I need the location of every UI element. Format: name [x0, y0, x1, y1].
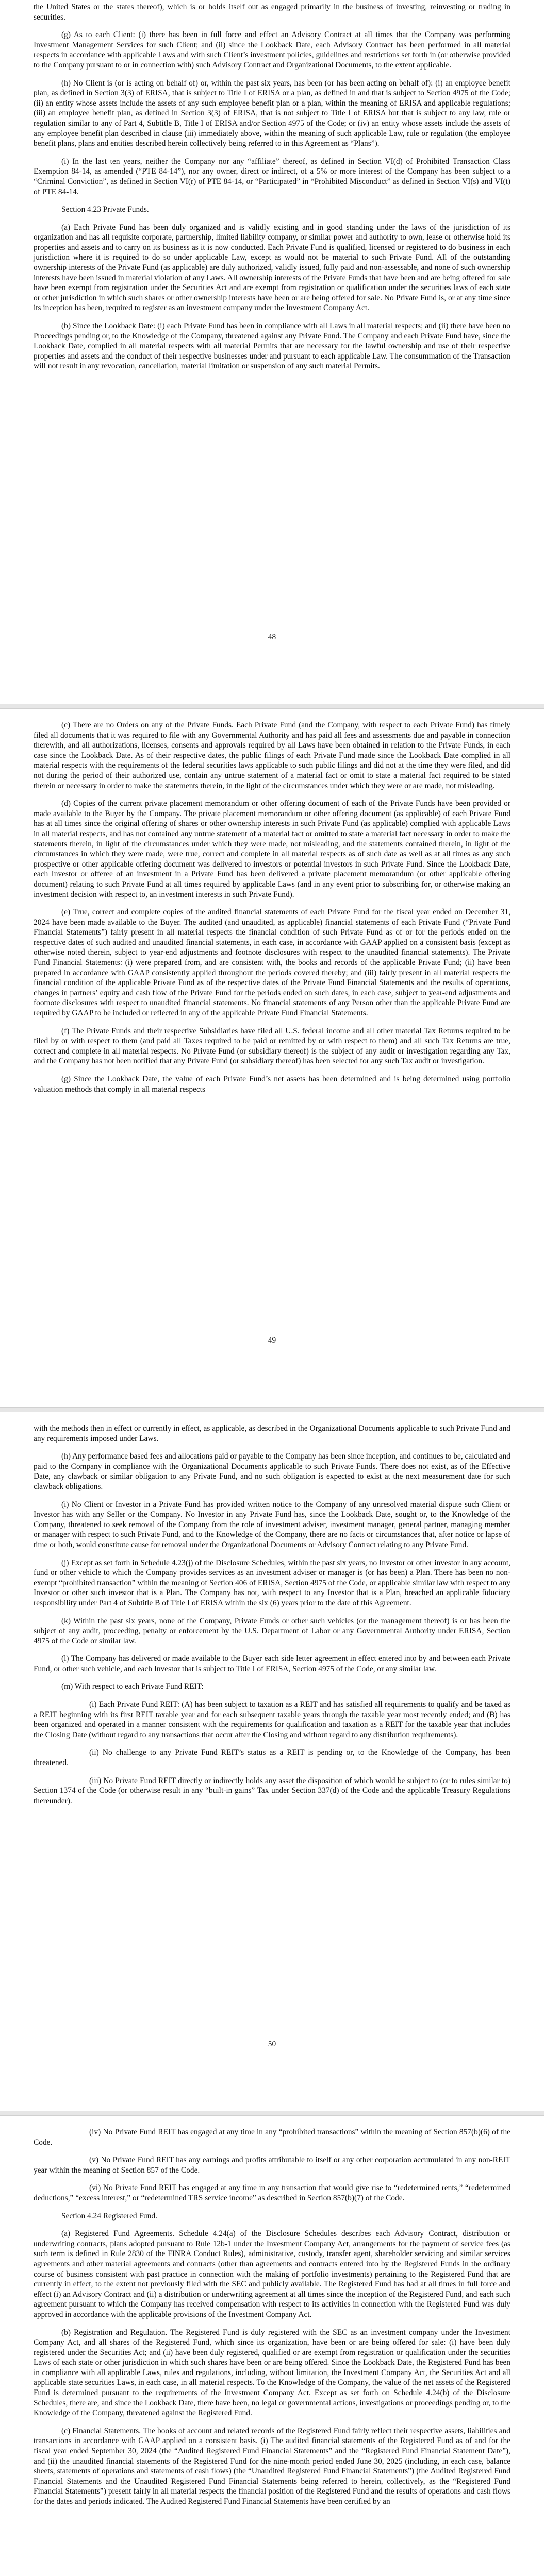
paragraph: (d) Copies of the current private placement memorandum or other offering document of each of the Private Funds have been provided or made available to the Buyer by the Company. The private placement memorandum or other offering document (as applicable) of each Private Fund has at all times since the original offering of shares or other ownership interests in such Private Fund (as applicable) complied with applicable Laws in all material respects, and has not contained any untrue statement of a material fact or omitted to state a material fact necessary in order to make the statements therein, in light of the circumstances under which they were made, not misleading, and the statements contained therein, in light of the circumstances in which they were made, were true, correct and complete in all material respects as of such date as well as at all times as any such prospective or other applicable offering document was delivered to investors or potential investors in such Private Fund. Since the Lookback Date, each Investor or offeree of an investment in a Private Fund has been delivered a private placement memorandum (or other applicable offering document) relating to such Private Fund at all times required by applicable Laws (and in any event prior to subscribing for, or otherwise making an investment decision with respect to, an investment interests in such Private Fund).: [34, 799, 510, 899]
paragraph: (j) Except as set forth in Schedule 4.23(j) of the Disclosure Schedules, within the past six years, no Investor or other investor in any account, fund or other vehicle to which the Company provides services as an investment adviser or manager is (or has been) a Plan. There has been no non-exempt “prohibited transaction” within the meaning of Section 406 of ERISA, Section 4975 of the Code, or applicable similar law with respect to any Investor or other such investor that is a Plan. The Company has not, with respect to any Investor that is a Plan, breached an applicable fiduciary responsibility under Part 4 of Subtitle B of Title I of ERISA within the six (6) years prior to the date of this Agreement.: [34, 1558, 510, 1607]
section-heading: Section 4.24 Registered Fund.: [61, 2211, 157, 2221]
paragraph: (a) Each Private Fund has been duly organized and is validly existing and in good standing under the laws of the jurisdiction of its organization and has all requisite corporate, partnership, limited liability company, or similar power and authority to own, lease or otherwise hold its properties and assets and to carry on its business as it is now conducted. Each Private Fund is qualified, licensed or registered to do business in each jurisdiction where it is required to do so under applicable Law, except as would not be material to such Private Fund. All of the outstanding ownership interests of the Private Fund (as applicable) are duly authorized, validly issued, fully paid and non-assessable, and none of such ownership interests have been issued in material violation of any Laws. All ownership interests of the Private Funds that have been and are being offered for sale have been exempt from registration under the Securities Act and are exempt from registration or qualification under the securities laws of each state or other jurisdiction in which such shares or other ownership interests have been or are being offered for sale. No Private Fund is, or at any time since its inception has been, required to register as an investment company under the Investment Company Act.: [34, 223, 510, 313]
page-separator: [0, 704, 544, 709]
paragraph: (h) Any performance based fees and allocations paid or payable to the Company has been since inception, and continues to be, calculated and paid to the Company in compliance with the Organizational Documents applicable to such Private Funds. There does not exist, as of the Effective Date, any clawback or similar obligation to any Private Fund, and no such obligation is expected to exist at the next measurement date for such clawback obligations.: [34, 1452, 510, 1491]
page-50: [34, 1423, 510, 1814]
page-separator: [0, 1407, 544, 1412]
paragraph: (i) Each Private Fund REIT: (A) has been subject to taxation as a REIT and has satisfied all requirements to qualify and be taxed as a REIT beginning with its first REIT taxable year and for each subsequent taxable years through the taxable year most recently ended; and (B) has been organized and operated in a manner consistent with the requirements for qualification and taxation as a REIT for the taxable year that includes the Closing Date (without regard to any transactions that occur after the Closing and without regard to any distribution requirements).: [34, 1700, 510, 1739]
paragraph: (ii) No challenge to any Private Fund REIT’s status as a REIT is pending or, to the Knowledge of the Company, has been threatened.: [34, 1748, 510, 1768]
paragraph: (b) Since the Lookback Date: (i) each Private Fund has been in compliance with all Laws in all material respects; and (ii) there have been no Proceedings pending or, to the Knowledge of the Company, threatened against any Private Fund. The Company and each Private Fund have, since the Lookback Date, complied in all material respects with all material Permits that are necessary for the lawful ownership and use of their respective properties and assets and the conduct of their respective businesses under and pursuant to each applicable Law. The consummation of the Transaction will not result in any revocation, cancellation, material limitation or suspension of any such material Permits.: [34, 321, 510, 371]
paragraph: (c) There are no Orders on any of the Private Funds. Each Private Fund (and the Company, with respect to each Private Fund) has timely filed all documents that it was required to file with any Governmental Authority and has paid all fees and assessments due and payable in connection therewith, and all authorizations, licenses, consents and approvals required by all Laws have been obtained in relation to the Private Funds, in each case since the Lookback Date. As of their respective dates, the public filings of each Private Fund made since the Lookback Date complied in all material respects with the requirements of the federal securities laws applicable to such public filings and did not at the time they were filed, and did not during the period of their authorized use, contain any untrue statement of a material fact or omit to state a material fact required to be stated therein or necessary in order to make the statements therein, in the light of the circumstances under which they were or are made, not misleading.: [34, 721, 510, 790]
section-heading: Section 4.23 Private Funds.: [61, 205, 149, 214]
paragraph: (m) With respect to each Private Fund REIT:: [61, 1682, 204, 1691]
paragraph: (l) The Company has delivered or made available to the Buyer each side letter agreement in effect entered into by and between each Private Fund, or other such vehicle, and each Investor that is subject to Title I of ERISA, Section 4975 of the Code, or any similar law.: [34, 1654, 510, 1673]
paragraph: (h) No Client is (or is acting on behalf of) or, within the past six years, has been (or has been acting on behalf of): (i) an employee benefit plan, as defined in Section 3(3) of ERISA, that is subject to Title I of ERISA or a plan, as defined in and that is subject to Section 4975 of the Code; (ii) an entity whose assets include the assets of any such employee benefit plan or a plan, within the meaning of ERISA and applicable regulations; (iii) an employee benefit plan, as defined in Section 3(3) of ERISA, that is not subject to Title I of ERISA but that is subject to any law, rule or regulation similar to any of Part 4, Subtitle B, Title I of ERISA and/or Section 4975 of the Code; or (iv) an entity whose assets include the assets of any employee benefit plan described in clause (iii) immediately above, within the meaning of such applicable Law, rule or regulation (the employee benefit plans, plans and entities described herein collectively being referred to in this Agreement as “Plans”).: [34, 78, 510, 148]
paragraph: (g) Since the Lookback Date, the value of each Private Fund’s net assets has been determined and is being determined using portfolio valuation methods that comply in all material respects: [34, 1075, 510, 1094]
page-49: [34, 720, 510, 1102]
page-number: 50: [268, 2040, 276, 2048]
page-number: 49: [268, 1336, 276, 1345]
paragraph: (iii) No Private Fund REIT directly or indirectly holds any asset the disposition of which would be subject to (or to rules similar to) Section 1374 of the Code (or otherwise result in any “built-in gains” Tax under Section 337(d) of the Code and the applicable Treasury Regulations thereunder).: [34, 1776, 510, 1805]
paragraph: (i) No Client or Investor in a Private Fund has provided written notice to the Company of any unresolved material dispute such Client or Investor has with any Seller or the Company. No Investor in any Private Fund has, since the Lookback Date, sought or, to the Knowledge of the Company, threatened to seek removal of the Company from the role of investment adviser, investment manager, general partner, managing member or manager with respect to such Private Fund, and to the Knowledge of the Company, there are no facts or circumstances that, after notice or lapse of time or both, would constitute cause for removal under the Organizational Documents or Advisory Contract relating to any Private Fund.: [34, 1500, 510, 1549]
paragraph: (b) Registration and Regulation. The Registered Fund is duly registered with the SEC as an investment company under the Investment Company Act, and all shares of the Registered Fund, which since its organization, have been or are being offered for sale: (i) have been duly registered under the Securities Act; and (ii) have been duly registered, qualified or are exempt from registration or qualification under the securities Laws of each state or other jurisdiction in which such shares have been or are being offered. Since the Lookback Date, the Registered Fund has been in compliance with all applicable Laws, rules and regulations, including, without limitation, the Investment Company Act, the Securities Act and all applicable state securities Laws, in each case, in all material respects. To the Knowledge of the Company, the value of the net assets of the Registered Fund is determined pursuant to the requirements of the Investment Company Act. Except as set forth on Schedule 4.24(b) of the Disclosure Schedules, there are, and since the Lookback Date, there have been, no legal or governmental actions, investigations or proceedings pending or, to the Knowledge of the Company, threatened against the Registered Fund.: [34, 2328, 510, 2418]
paragraph: (e) True, correct and complete copies of the audited financial statements of each Private Fund for the fiscal year ended on December 31, 2024 have been made available to the Buyer. The audited (and unaudited, as applicable) financial statements of each Private Fund (“Private Fund Financial Statements”) fairly present in all material respects the financial condition of such Private Fund as of or for the periods ended on the respective dates of such audited and unaudited financial statements, in each case, in accordance with GAAP applied on a consistent basis (except as otherwise noted therein, subject to year-end adjustments and footnote disclosures with respect to the unaudited financial statements). The Private Fund Financial Statements: (i) were prepared from, and are consistent with, the books and records of the applicable Private Fund; (ii) have been prepared in accordance with GAAP consistently applied throughout the periods covered thereby; and (iii) fairly present in all material respects the financial condition of the applicable Private Fund as of the respective dates of the Private Fund Financial Statements and the results of operations, changes in partners’ equity and cash flow of the Private Fund for the periods ended on such dates, in each case, subject to year-end adjustments and footnote disclosures with respect to unaudited financial statements. No financial statements of any Person other than the applicable Private Fund are required by GAAP to be included or reflected in any of the applicable Private Fund Financial Statements.: [34, 908, 510, 1018]
paragraph: (a) Registered Fund Agreements. Schedule 4.24(a) of the Disclosure Schedules describes each Advisory Contract, distribution or underwriting contracts, plans adopted pursuant to Rule 12b-1 under the Investment Company Act, arrangements for the payment of service fees (as such term is defined in Rule 2830 of the FINRA Conduct Rules), administrative, custody, transfer agent, shareholder servicing and similar services agreements and other material agreements and contracts (other than agreements and contracts entered into by the Registered Funds in the ordinary course of business consistent with past practice in connection with the making of portfolio investments) pertaining to the Registered Fund that are currently in effect, to the extent not previously filed with the SEC and publicly available. The Registered Fund has had at all times in full force and effect (i) an Advisory Contract and (ii) a distribution or underwriting agreement at all times since the inception of the Registered Fund, and each such agreement pursuant to which the Company has received compensation with respect to its activities in connection with the Registered Fund was duly approved in accordance with the applicable provisions of the Investment Company Act.: [34, 2229, 510, 2319]
paragraph: the United States or the states thereof), which is or holds itself out as engaged primarily in the business of investing, reinvesting or trading in securities.: [34, 3, 510, 22]
paragraph: (c) Financial Statements. The books of account and related records of the Registered Fund fairly reflect their respective assets, liabilities and transactions in accordance with GAAP applied on a consistent basis. (i) The audited financial statements of the Registered Fund as of and for the fiscal year ended September 30, 2024 (the “Audited Registered Fund Financial Statements” and the “Registered Fund Financial Statement Date”), and (ii) the unaudited financial statements of the Registered Fund for the nine-month period ended June 30, 2025 (including, in each case, balance sheets, statements of operations and statements of cash flows) (the “Unaudited Registered Fund Financial Statements”) (the Audited Registered Fund Financial Statements and the Unaudited Registered Fund Financial Statements being referred to herein, collectively, as the “Registered Fund Financial Statements”) present fairly in all material respects the financial position of the Registered Fund and the results of operations and cash flows for the dates and periods indicated. The Audited Registered Fund Financial Statements have been certified by an: [34, 2426, 510, 2506]
page-48: [34, 2, 510, 379]
paragraph: (i) In the last ten years, neither the Company nor any “affiliate” thereof, as defined in Section VI(d) of Prohibited Transaction Class Exemption 84-14, as amended (“PTE 84-14”), nor any owner, direct or indirect, of a 5% or more interest of the Company has been subject to a “Criminal Conviction”, as defined in Section VI(r) of PTE 84-14, or “Participated” in “Prohibited Misconduct” as defined in Section VI(s) and VI(t) of PTE 84-14.: [34, 157, 510, 196]
paragraph: (f) The Private Funds and their respective Subsidiaries have filed all U.S. federal income and all other material Tax Returns required to be filed by or with respect to them (and paid all Taxes required to be paid or remitted by or with respect to them) and all such Tax Returns are true, correct and complete in all material respects. No Private Fund (or subsidiary thereof) is the subject of any audit or investigation regarding any Tax, and the Company has not been notified that any Private Fund (or subsidiary thereof) has been selected for any such Tax audit or investigation.: [34, 1026, 510, 1066]
paragraph: (vi) No Private Fund REIT has engaged at any time in any transaction that would give rise to “redetermined rents,” “redetermined deductions,” “excess interest,” or “redetermined TRS service income” as described in Section 857(b)(7) of the Code.: [34, 2183, 510, 2202]
paragraph: (v) No Private Fund REIT has any earnings and profits attributable to itself or any other corporation accumulated in any non-REIT year within the meaning of Section 857 of the Code.: [34, 2156, 510, 2175]
page-separator: [0, 2111, 544, 2116]
paragraph: (g) As to each Client: (i) there has been in full force and effect an Advisory Contract at all times that the Company was performing Investment Management Services for such Client; and (ii) since the Lookback Date, each Advisory Contract has been performed in all material respects in accordance with applicable Laws and with such Client’s investment policies, guidelines and restrictions set forth in (or otherwise provided to the Company pursuant to or in connection with) such Advisory Contract and Organizational Documents, to the extent applicable.: [34, 30, 510, 70]
paragraph: (k) Within the past six years, none of the Company, Private Funds or other such vehicles (or the management thereof) is or has been the subject of any audit, proceeding, penalty or enforcement by the U.S. Department of Labor or any Governmental Authority under ERISA, Section 4975 of the Code or similar law.: [34, 1616, 510, 1646]
page-51: [34, 2127, 510, 2515]
paragraph: (iv) No Private Fund REIT has engaged at any time in any “prohibited transactions” within the meaning of Section 857(b)(6) of the Code.: [34, 2128, 510, 2147]
page-number: 48: [268, 633, 276, 641]
paragraph: with the methods then in effect or currently in effect, as applicable, as described in the Organizational Documents applicable to such Private Fund and any requirements imposed under Laws.: [34, 1424, 510, 1443]
